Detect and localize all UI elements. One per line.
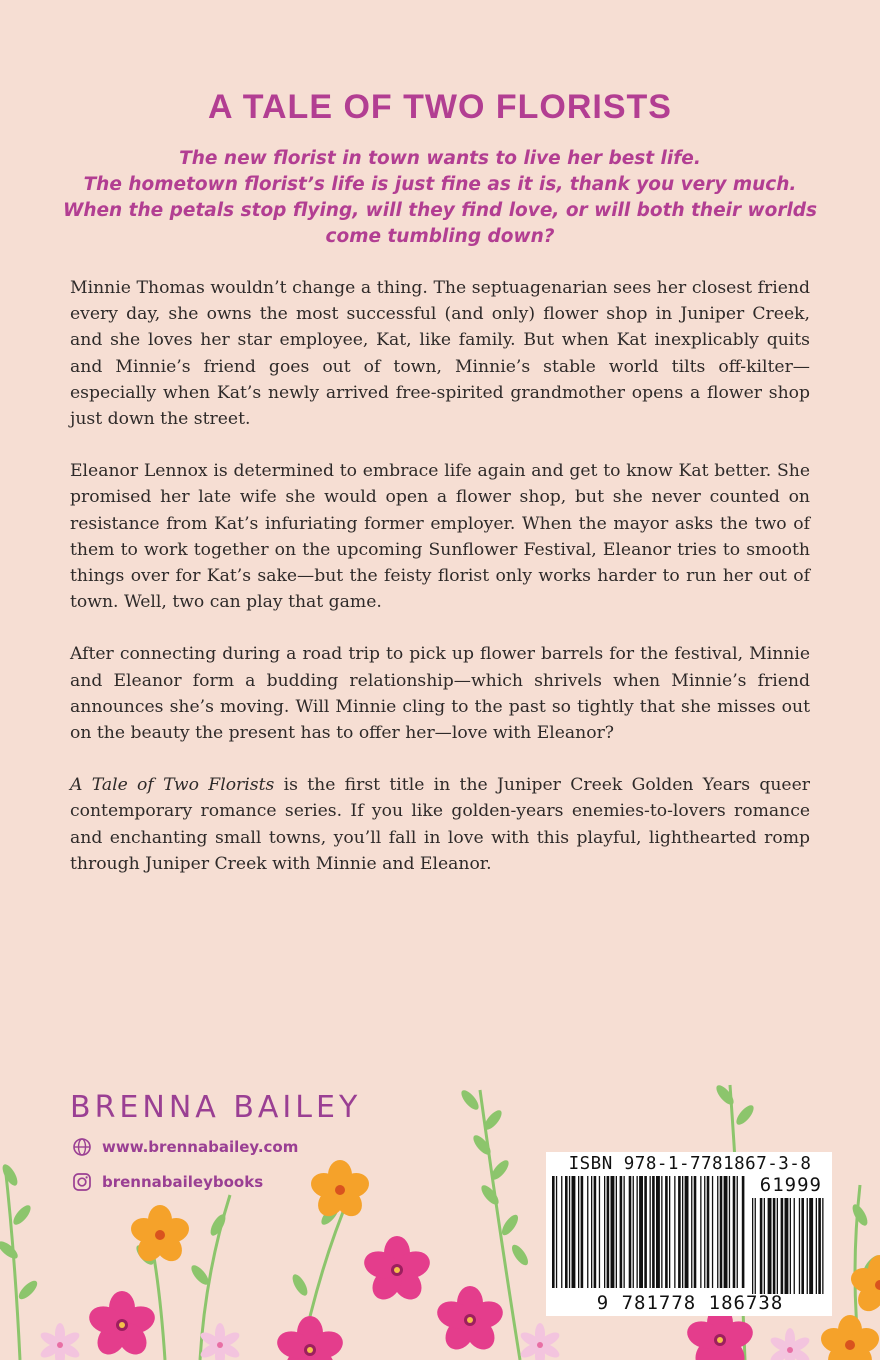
barcode-bar	[565, 1176, 568, 1288]
author-name: BRENNA BAILEY	[70, 1090, 362, 1125]
barcode-bar	[620, 1176, 623, 1288]
barcode-bar	[764, 1198, 765, 1294]
barcode-bar	[594, 1176, 597, 1288]
barcode-bar	[682, 1176, 683, 1288]
blurb-paragraph-2: Eleanor Lennox is determined to embrace life again and get to know Kat better. She promised her late wife she would open a flower shop, but she never counted on resistance from Kat’s infuriating former employer. When the mayor asks the two of them to work together on the upcoming Sunflower Festival, Eleanor tries to smooth things over for Kat’s sake—but the feisty florist only works harder to run her out of town. Well, two can play that game.	[70, 461, 810, 613]
barcode-bar	[794, 1198, 795, 1294]
book-blurb	[70, 275, 810, 903]
barcode-bar	[637, 1176, 638, 1288]
barcode-bar	[633, 1176, 634, 1288]
tagline-line: The hometown florist’s life is just fine as it is, thank you very much.	[83, 174, 797, 195]
barcode-bar	[720, 1176, 723, 1288]
barcode-bar	[737, 1176, 738, 1288]
barcode-bar	[556, 1176, 557, 1288]
barcode-bar	[607, 1176, 610, 1288]
blurb-paragraph-3: After connecting during a road trip to pick up flower barrels for the festival, Minnie and Eleanor form a budding relationship—which shrivels when Minnie’s friend announces she’s moving. Will Minnie cling to the past so tightly that she misses out on the beauty the present has to offer her—love with Eleanor?	[70, 644, 810, 744]
barcode-bar	[724, 1176, 728, 1288]
tagline-line: come tumbling down?	[325, 226, 555, 247]
barcode-bar	[704, 1176, 705, 1288]
barcode-bar	[752, 1198, 753, 1294]
barcode-bar	[691, 1176, 692, 1288]
barcode-bar	[591, 1176, 592, 1288]
barcode-bar	[760, 1198, 763, 1294]
barcode-bar	[644, 1176, 647, 1288]
barcode-bar	[799, 1198, 800, 1294]
price-code: 61999	[759, 1174, 822, 1196]
barcode-bar	[742, 1176, 745, 1288]
instagram-handle[interactable]: brennabaileybooks	[102, 1173, 264, 1191]
barcode-bar	[755, 1198, 756, 1294]
tagline-line: When the petals stop flying, will they find love, or will both their worlds	[62, 200, 818, 221]
tagline	[60, 146, 820, 250]
barcode-bar	[639, 1176, 643, 1288]
barcode-bar	[552, 1176, 555, 1288]
barcode-bar	[707, 1176, 710, 1288]
barcode-bar	[816, 1198, 817, 1294]
barcode-bar	[773, 1198, 776, 1294]
blurb-paragraph-4	[70, 772, 810, 877]
blurb-paragraph-4-text: is the first title in the Juniper Creek Golden Years queer contemporary romance series. If you like golden-years enemies-to-lovers romance and enchanting small towns, you’ll fall in love with this playful, lighthearted romp through Juniper Creek with Minnie and Eleanor.	[70, 775, 810, 874]
barcode-bar	[661, 1176, 662, 1288]
barcode-bar	[624, 1176, 625, 1288]
barcode-bar	[685, 1176, 689, 1288]
barcode-bar	[807, 1198, 808, 1294]
barcode-bar	[665, 1176, 668, 1288]
barcode-bar	[768, 1198, 772, 1294]
tagline-line: The new florist in town wants to live her best life.	[179, 148, 701, 169]
barcode-bar	[678, 1176, 681, 1288]
barcode-bar	[629, 1176, 632, 1288]
barcode-bar	[729, 1176, 730, 1288]
barcode-bar	[712, 1176, 713, 1288]
barcode-bar	[777, 1198, 778, 1294]
barcode-bar	[578, 1176, 579, 1288]
barcode-bar	[818, 1198, 821, 1294]
book-title: A TALE OF TWO FLORISTS	[208, 88, 672, 126]
barcode-bar	[599, 1176, 600, 1288]
barcode-digits: 9 781778 186738	[596, 1292, 784, 1314]
barcode-bar	[650, 1176, 651, 1288]
barcode-bar	[656, 1176, 660, 1288]
barcode-bar	[616, 1176, 617, 1288]
barcode-bar	[801, 1198, 804, 1294]
barcode-bar	[561, 1176, 562, 1288]
barcode-bar	[781, 1198, 784, 1294]
barcode-bar	[785, 1198, 789, 1294]
barcode-bar	[611, 1176, 615, 1288]
barcode-bar	[652, 1176, 655, 1288]
blurb-paragraph-1: Minnie Thomas wouldn’t change a thing. The septuagenarian sees her closest friend every day, she owns the most successful (and only) flower shop in Juniper Creek, and she loves her star employee, Kat, like family. But when Kat inexplicably quits and Minnie’s friend goes out of town, Minnie’s stable world tilts off-kilter—especially when Kat’s newly arrived free-spirited grandmother opens a flower shop just down the street.	[70, 278, 810, 430]
barcode-bar	[587, 1176, 588, 1288]
barcode-bar	[674, 1176, 675, 1288]
barcode-bar	[669, 1176, 670, 1288]
website-link[interactable]: www.brennabailey.com	[102, 1138, 299, 1156]
barcode-bar	[733, 1176, 736, 1288]
series-book-title: A Tale of Two Florists	[70, 775, 275, 796]
barcode-bar	[809, 1198, 813, 1294]
barcode-bar	[694, 1176, 697, 1288]
barcode-bar	[700, 1176, 701, 1288]
barcode-bar	[604, 1176, 605, 1288]
barcode-bar	[572, 1176, 576, 1288]
barcode-bar	[822, 1198, 823, 1294]
barcode-bar	[790, 1198, 791, 1294]
barcode-bar	[569, 1176, 570, 1288]
barcode-bar	[581, 1176, 584, 1288]
isbn-barcode	[546, 1152, 832, 1316]
isbn-label: ISBN 978-1-7781867-3-8	[568, 1154, 812, 1174]
barcode-bar	[717, 1176, 718, 1288]
